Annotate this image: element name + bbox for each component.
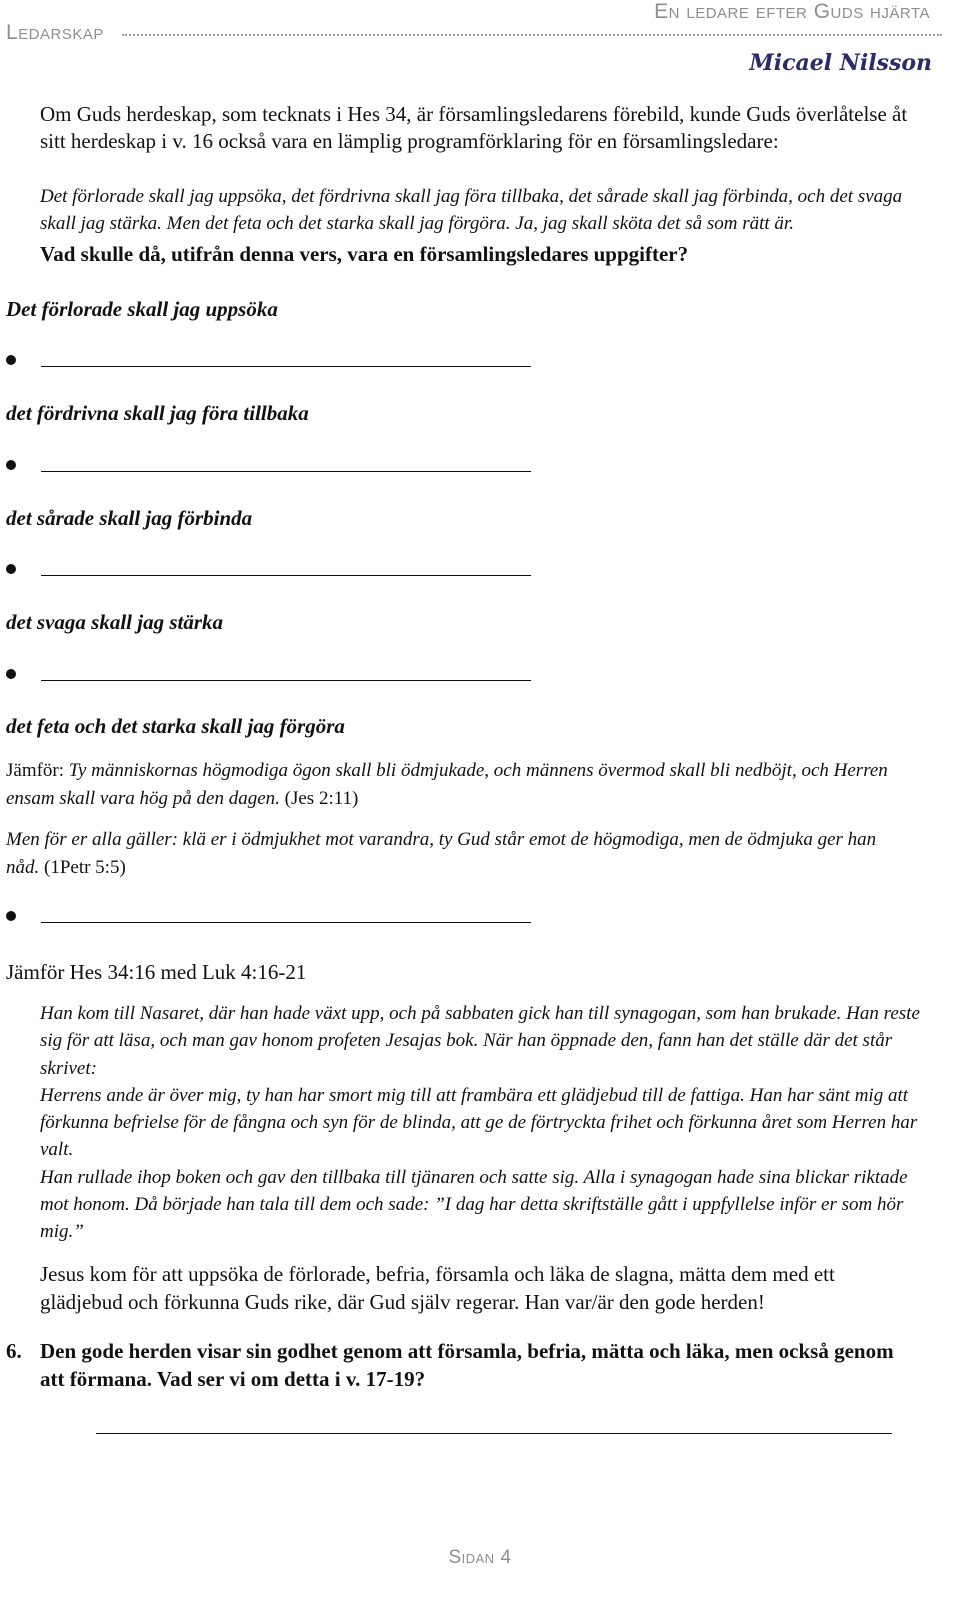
answer-field-3[interactable] <box>6 559 536 585</box>
bullet-dot <box>6 355 16 365</box>
comparison-luke-lead: Jämför Hes 34:16 med Luk 4:16-21 <box>6 960 307 984</box>
bullet-dot <box>6 669 16 679</box>
luke-quote <box>40 1000 940 1246</box>
answer-field-5[interactable] <box>6 906 536 932</box>
header-left-title: Ledarskap <box>6 21 104 44</box>
answer-line <box>41 575 531 576</box>
intro-question: Vad skulle då, utifrån denna vers, vara en församlingsledares uppgifter? <box>40 242 689 266</box>
section-heading-1: Det förlorade skall jag uppsöka <box>6 297 278 321</box>
comparison-quote-petrus: Men för er alla gäller: klä er i ödmjukhet mot varandra, ty Gud står emot de högmodiga, men de ödmjuka ger han nåd. <box>6 829 877 878</box>
page-number: Sidan 4 <box>448 1547 512 1568</box>
comparison-ref-petrus: (1Petr 5:5) <box>39 857 126 878</box>
bullet-dot <box>6 564 16 574</box>
luke-quote-p2: Herrens ande är över mig, ty han har smort mig till att frambära ett glädjebud till de fattiga. Han har sänt mig att förkunna befrielse för de fångna och syn för de blinda, att ge de förtryckta frihet och förkunna året som Herren har valt. <box>40 1084 918 1161</box>
answer-field-4[interactable] <box>6 664 536 690</box>
luke-quote-p1: Han kom till Nasaret, där han hade växt upp, och på sabbaten gick han till synagogan, som han brukade. Han reste sig för att läsa, och man gav honom profeten Jesajas bok. När han öppnade den, fann han det ställe där det står skrivet: <box>40 1003 920 1079</box>
comparison-lead: Jämför: <box>6 760 69 781</box>
section-heading-5: det feta och det starka skall jag förgöra <box>6 714 345 738</box>
bullet-dot <box>6 911 16 921</box>
author-signature: Micael Nilsson <box>749 50 932 76</box>
question-text: Den gode herden visar sin godhet genom att församla, befria, mätta och läka, men också genom att förmana. Vad ser vi om detta i v. 17-19? <box>40 1339 894 1391</box>
intro-quote: Det förlorade skall jag uppsöka, det fördrivna skall jag föra tillbaka, det sårade skall jag förbinda, och det svaga skall jag stärka. Men det feta och det starka skall jag förgöra. Ja, jag skall sköta det så som rätt är. <box>40 186 903 234</box>
answer-line <box>41 471 531 472</box>
jesus-summary: Jesus kom för att uppsöka de förlorade, befria, församla och läka de slagna, mätta dem med ett glädjebud och förkunna Guds rike, där Gud själv regerar. Han var/är den gode herden! <box>40 1262 835 1314</box>
bullet-dot <box>6 460 16 470</box>
answer-line <box>41 680 531 681</box>
section-heading-4: det svaga skall jag stärka <box>6 610 224 634</box>
header-dotted-rule <box>122 34 942 36</box>
section-heading-2: det fördrivna skall jag föra tillbaka <box>6 401 309 425</box>
intro-paragraph: Om Guds herdeskap, som tecknats i Hes 34, är församlingsledarens förebild, kunde Guds överlåtelse åt sitt herdeskap i v. 16 också vara en lämplig programförklaring för en församlingsledare: <box>40 102 908 153</box>
comparison-ref-jesaja: (Jes 2:11) <box>279 788 359 809</box>
answer-field-1[interactable] <box>6 350 536 376</box>
answer-line <box>41 922 531 923</box>
question-number: 6. <box>6 1339 22 1363</box>
comparison-jesaja <box>6 757 906 813</box>
section-heading-3: det sårade skall jag förbinda <box>6 506 253 530</box>
answer-line <box>41 366 531 367</box>
comparison-quote-jesaja: Ty människornas högmodiga ögon skall bli ödmjukade, och männens övermod skall bli nedböjt, och Herren ensam skall vara hög på den dagen. <box>6 760 888 809</box>
question-6-answer-line[interactable] <box>96 1433 892 1434</box>
answer-field-2[interactable] <box>6 455 536 481</box>
header-right-title: En ledare efter Guds hjärta <box>654 0 930 23</box>
luke-quote-p3: Han rullade ihop boken och gav den tillbaka till tjänaren och satte sig. Alla i synagogan hade sina blickar riktade mot honom. Då började han tala till dem och sade: ”I dag har detta skriftställe gått i uppfyllelse inför er som hör mig.” <box>40 1166 908 1243</box>
comparison-petrus <box>6 826 906 882</box>
